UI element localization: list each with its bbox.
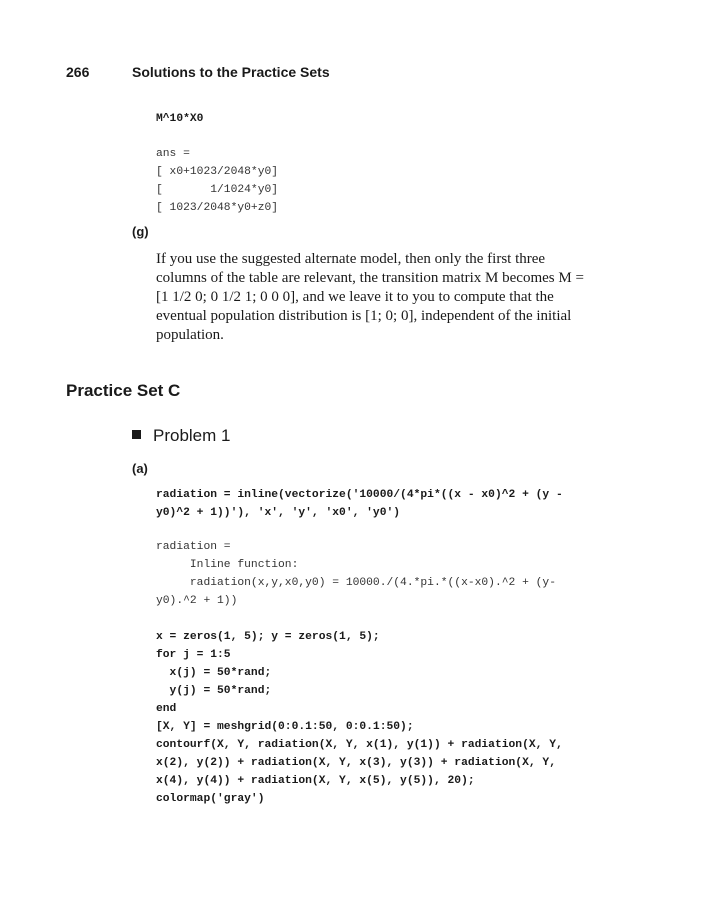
- code-output-line: [ x0+1023/2048*y0]: [156, 166, 279, 178]
- code-input-line: colormap('gray'): [156, 793, 265, 805]
- paragraph-line: eventual population distribution is [1; 0; 0], independent of the initial: [156, 308, 572, 324]
- page-number: 266: [66, 64, 90, 80]
- code-output-line: Inline function:: [156, 559, 299, 571]
- code-output-line: ans =: [156, 148, 190, 160]
- code-output-line: radiation =: [156, 541, 231, 553]
- code-output-line: [ 1023/2048*y0+z0]: [156, 202, 279, 214]
- code-input-m10x0: M^10*X0: [156, 113, 204, 125]
- code-input-line: x(4), y(4)) + radiation(X, Y, x(5), y(5)), 20);: [156, 775, 475, 787]
- code-output-line: y0).^2 + 1)): [156, 595, 238, 607]
- paragraph-line: [1 1/2 0; 0 1/2 1; 0 0 0], and we leave it to you to compute that the: [156, 289, 554, 305]
- code-input-line: y0)^2 + 1))'), 'x', 'y', 'x0', 'y0'): [156, 507, 401, 519]
- code-input-line: y(j) = 50*rand;: [156, 685, 272, 697]
- code-input-line: for j = 1:5: [156, 649, 231, 661]
- paragraph-line: If you use the suggested alternate model, then only the first three: [156, 251, 546, 267]
- code-input-line: x(2), y(2)) + radiation(X, Y, x(3), y(3)) + radiation(X, Y,: [156, 757, 556, 769]
- part-label-a: (a): [132, 461, 148, 476]
- paragraph-line: columns of the table are relevant, the transition matrix M becomes M =: [156, 270, 584, 286]
- part-label-g: (g): [132, 224, 149, 239]
- code-input-line: radiation = inline(vectorize('10000/(4*pi*((x - x0)^2 + (y -: [156, 489, 563, 501]
- code-output-line: [ 1/1024*y0]: [156, 184, 279, 196]
- section-title: Practice Set C: [66, 381, 181, 400]
- code-input-line: x = zeros(1, 5); y = zeros(1, 5);: [156, 631, 380, 643]
- problem-heading: [132, 426, 230, 446]
- code-output-line: radiation(x,y,x0,y0) = 10000./(4.*pi.*((x-x0).^2 + (y-: [156, 577, 556, 589]
- code-input-line: [X, Y] = meshgrid(0:0.1:50, 0:0.1:50);: [156, 721, 414, 733]
- square-bullet-icon: [132, 430, 141, 439]
- code-input-line: x(j) = 50*rand;: [156, 667, 272, 679]
- code-input-line: contourf(X, Y, radiation(X, Y, x(1), y(1)) + radiation(X, Y,: [156, 739, 563, 751]
- problem-title: Problem 1: [153, 426, 231, 445]
- running-title: Solutions to the Practice Sets: [132, 64, 330, 80]
- code-input-line: end: [156, 703, 177, 715]
- paragraph-line: population.: [156, 327, 224, 343]
